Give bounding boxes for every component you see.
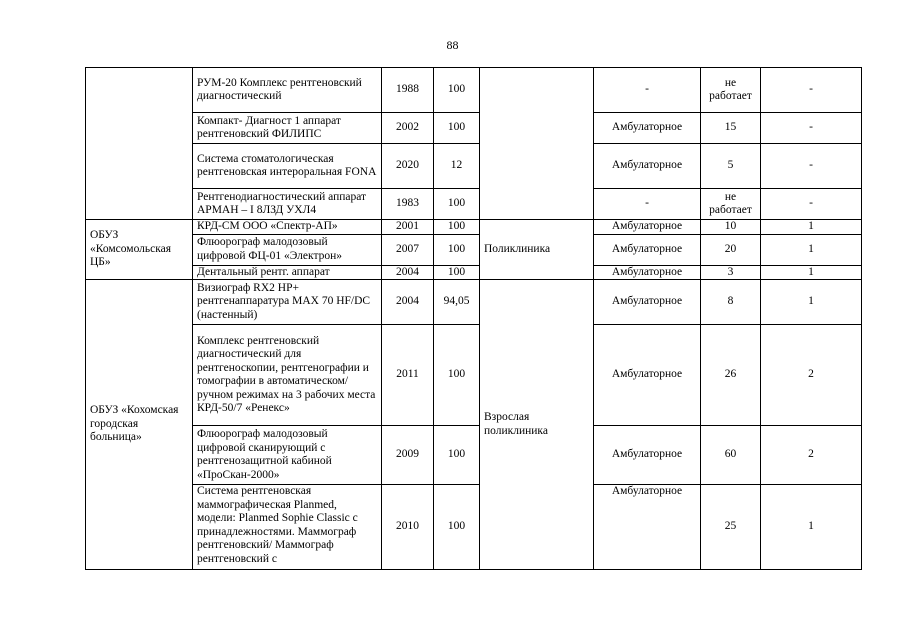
table-row xyxy=(86,280,862,325)
mode-cell: Амбулаторное xyxy=(594,144,701,189)
mode-cell: Амбулаторное xyxy=(594,426,701,485)
shift-cell: - xyxy=(761,144,862,189)
equipment-name-cell: Система рентгеновская маммографическая Planmed, модели: Planmed Sophie Classic с принадлежностями. Маммограф рентгеновский/ Маммограф рентгеновский с xyxy=(193,485,382,570)
table-row xyxy=(86,68,862,113)
wear-cell: 100 xyxy=(434,220,480,235)
unit-cell: Взрослая поликлиника xyxy=(480,280,594,570)
wear-cell: 100 xyxy=(434,325,480,426)
year-cell: 2009 xyxy=(382,426,434,485)
table-row xyxy=(86,144,862,189)
shift-cell: - xyxy=(761,113,862,144)
org-cell: ОБУЗ «Кохомская городская больница» xyxy=(86,280,193,570)
mode-cell: - xyxy=(594,189,701,220)
load-cell: 60 xyxy=(701,426,761,485)
shift-cell: 1 xyxy=(761,280,862,325)
year-cell: 2010 xyxy=(382,485,434,570)
equipment-name-cell: Компакт- Диагност 1 аппарат рентгеновский ФИЛИПС xyxy=(193,113,382,144)
shift-cell: 2 xyxy=(761,426,862,485)
year-cell: 2004 xyxy=(382,280,434,325)
wear-cell: 100 xyxy=(434,234,480,265)
wear-cell: 100 xyxy=(434,426,480,485)
wear-cell: 94,05 xyxy=(434,280,480,325)
equipment-name-cell: Флюорограф малодозовый цифровой ФЦ-01 «Электрон» xyxy=(193,234,382,265)
equipment-name-cell: Дентальный рентг. аппарат xyxy=(193,265,382,280)
page-number: 88 xyxy=(446,38,459,52)
shift-cell: 1 xyxy=(761,234,862,265)
shift-cell: 1 xyxy=(761,485,862,570)
year-cell: 2002 xyxy=(382,113,434,144)
table-row xyxy=(86,426,862,485)
shift-cell: 2 xyxy=(761,325,862,426)
load-cell: 8 xyxy=(701,280,761,325)
year-cell: 1983 xyxy=(382,189,434,220)
org-cell-empty xyxy=(86,68,193,220)
year-cell: 1988 xyxy=(382,68,434,113)
equipment-name-cell: РУМ-20 Комплекс рентгеновский диагностический xyxy=(193,68,382,113)
year-cell: 2004 xyxy=(382,265,434,280)
mode-cell: Амбулаторное xyxy=(594,265,701,280)
table-row xyxy=(86,234,862,265)
table-row xyxy=(86,113,862,144)
mode-cell: Амбулаторное xyxy=(594,485,701,570)
wear-cell: 12 xyxy=(434,144,480,189)
shift-cell: 1 xyxy=(761,265,862,280)
mode-cell: Амбулаторное xyxy=(594,234,701,265)
equipment-table xyxy=(85,67,862,570)
unit-cell: Поликлиника xyxy=(480,220,594,280)
load-cell: 3 xyxy=(701,265,761,280)
shift-cell: - xyxy=(761,68,862,113)
mode-cell: - xyxy=(594,68,701,113)
shift-cell: - xyxy=(761,189,862,220)
year-cell: 2001 xyxy=(382,220,434,235)
table-row xyxy=(86,220,862,235)
wear-cell: 100 xyxy=(434,189,480,220)
load-cell: 15 xyxy=(701,113,761,144)
load-cell: не работает xyxy=(701,189,761,220)
year-cell: 2020 xyxy=(382,144,434,189)
equipment-name-cell: Флюорограф малодозовый цифровой сканирующий с рентгенозащитной кабиной «ПроСкан-2000» xyxy=(193,426,382,485)
load-cell: 26 xyxy=(701,325,761,426)
equipment-name-cell: Комплекс рентгеновский диагностический для рентгеноскопии, рентгенографии и томографии в автоматическом/ручном режимах на 3 рабочих места КРД-50/7 «Ренекс» xyxy=(193,325,382,426)
wear-cell: 100 xyxy=(434,68,480,113)
unit-cell-empty xyxy=(480,68,594,220)
mode-cell: Амбулаторное xyxy=(594,113,701,144)
equipment-name-cell: Система стоматологическая рентгеновская интероральная FONA xyxy=(193,144,382,189)
table-row xyxy=(86,485,862,570)
equipment-name-cell: Рентгенодиагностический аппарат АРМАН – I 8ЛЗД УХЛ4 xyxy=(193,189,382,220)
mode-cell: Амбулаторное xyxy=(594,325,701,426)
wear-cell: 100 xyxy=(434,265,480,280)
shift-cell: 1 xyxy=(761,220,862,235)
year-cell: 2011 xyxy=(382,325,434,426)
wear-cell: 100 xyxy=(434,485,480,570)
equipment-name-cell: Визиограф RX2 HP+ рентгенаппаратура MAX 70 HF/DC (настенный) xyxy=(193,280,382,325)
table-row xyxy=(86,189,862,220)
load-cell: 25 xyxy=(701,485,761,570)
table-row xyxy=(86,325,862,426)
table-row xyxy=(86,265,862,280)
load-cell: не работает xyxy=(701,68,761,113)
equipment-name-cell: КРД-СМ ООО «Спектр-АП» xyxy=(193,220,382,235)
year-cell: 2007 xyxy=(382,234,434,265)
load-cell: 5 xyxy=(701,144,761,189)
mode-cell: Амбулаторное xyxy=(594,220,701,235)
load-cell: 20 xyxy=(701,234,761,265)
mode-cell: Амбулаторное xyxy=(594,280,701,325)
wear-cell: 100 xyxy=(434,113,480,144)
org-cell: ОБУЗ «Комсомольская ЦБ» xyxy=(86,220,193,280)
load-cell: 10 xyxy=(701,220,761,235)
